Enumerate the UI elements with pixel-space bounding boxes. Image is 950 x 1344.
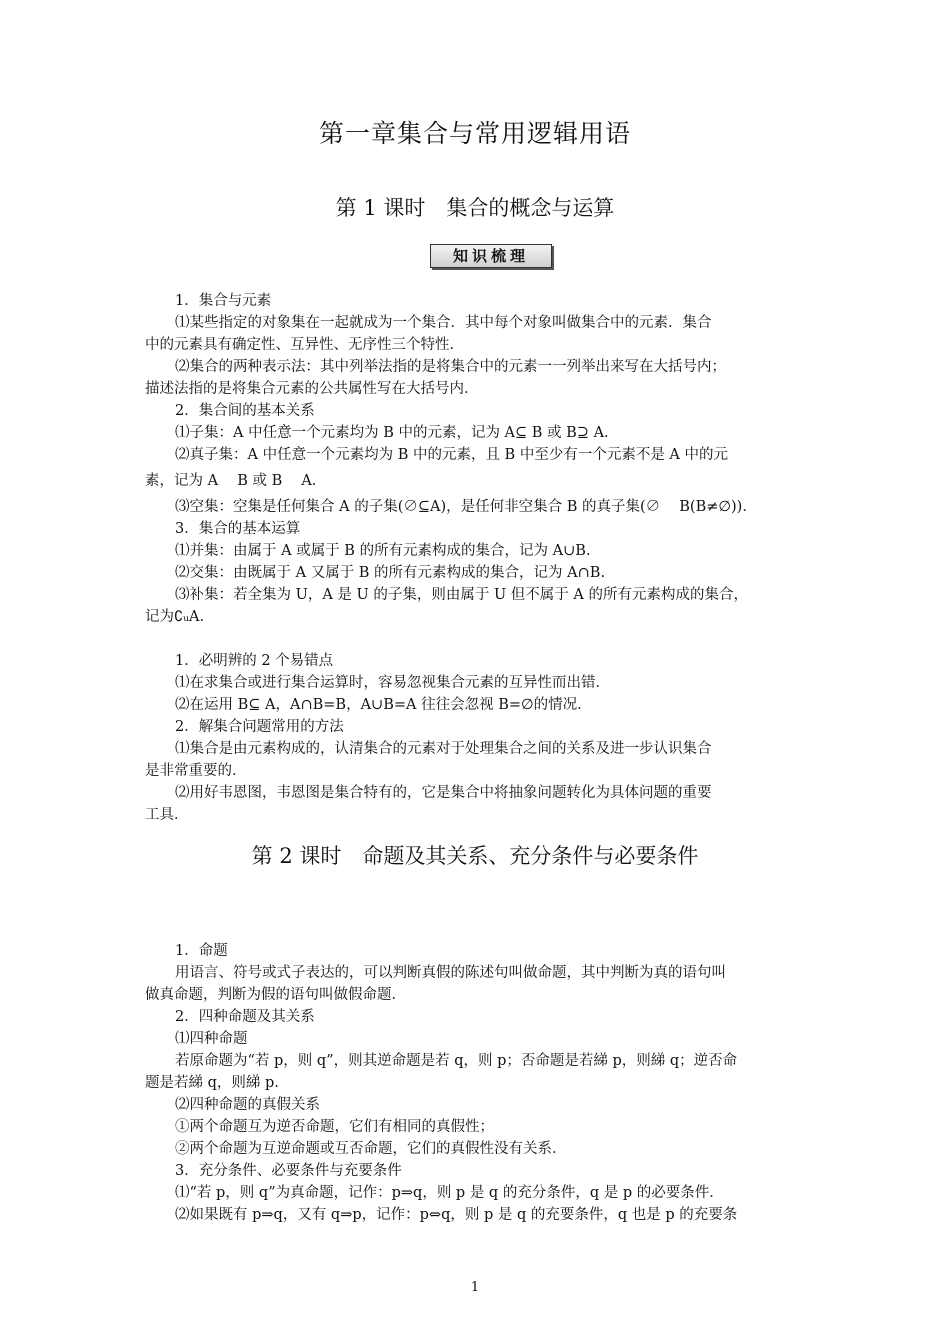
l1-line: ⑵集合的两种表示法：其中列举法指的是将集合中的元素一一列举出来写在大括号内； (175, 359, 726, 375)
l1-line: ⑴子集：A 中任意一个元素均为 B 中的元素，记为 A⊆ B 或 B⊇ A. (175, 425, 609, 441)
lesson2-title: 第 2 课时 命题及其关系、充分条件与必要条件 (251, 844, 699, 868)
l1-line: 3．集合的基本运算 (175, 521, 301, 537)
l1-line: ⑶空集：空集是任何集合 A 的子集(∅⊆A)，是任何非空集合 B 的真子集(∅ B(B≠∅))． (175, 499, 757, 515)
l1-line: ⑶补集：若全集为 U，A 是 U 的子集，则由属于 U 但不属于 A 的所有元素构成的集合， (175, 587, 748, 603)
l1-line: 中的元素具有确定性、互异性、无序性三个特性． (145, 337, 464, 353)
l1-line: 2．集合间的基本关系 (175, 403, 315, 419)
l2-line: 若原命题为“若 p，则 q”，则其逆命题是若 q，则 p；否命题是若綈 p，则綈 q；逆否命 (175, 1053, 738, 1069)
l1-line: ⑵真子集：A 中任意一个元素均为 B 中的元素，且 B 中至少有一个元素不是 A 中的元 (175, 447, 729, 463)
l2-line: 题是若綈 q，则綈 p. (145, 1075, 279, 1091)
knowledge-badge: 知识梳理 (430, 244, 552, 268)
l1-line: 描述法指的是将集合元素的公共属性写在大括号内． (145, 381, 479, 397)
chapter-title: 第一章集合与常用逻辑用语 (318, 119, 631, 148)
l2-line: ②两个命题为互逆命题或互否命题，它们的真假性没有关系． (175, 1141, 567, 1157)
l1-line: 1．集合与元素 (175, 293, 272, 309)
l2-line: ⑴四种命题 (175, 1031, 248, 1047)
l1-line: 1．必明辨的 2 个易错点 (175, 653, 334, 669)
l2-line: ⑴“若 p，则 q”为真命题，记作：p⇒q，则 p 是 q 的充分条件，q 是 p 的必要条件． (175, 1185, 724, 1201)
l1-line: ⑴某些指定的对象集在一起就成为一个集合．其中每个对象叫做集合中的元素．集合 (175, 315, 712, 331)
l2-line: ①两个命题互为逆否命题，它们有相同的真假性； (175, 1119, 494, 1135)
l1-line: ⑵在运用 B⊆ A，A∩B=B，A∪B=A 往往会忽视 B=∅的情况． (175, 697, 592, 713)
l2-line: 3．充分条件、必要条件与充要条件 (175, 1163, 402, 1179)
l1-line: ⑵交集：由既属于 A 又属于 B 的所有元素构成的集合，记为 A∩B. (175, 565, 606, 581)
lesson1-title: 第 1 课时 集合的概念与运算 (335, 196, 615, 220)
l1-line: ⑴集合是由元素构成的，认清集合的元素对于处理集合之间的关系及进一步认识集合 (175, 741, 712, 757)
l1-line: 2．解集合问题常用的方法 (175, 719, 344, 735)
l2-line: 2．四种命题及其关系 (175, 1009, 315, 1025)
l2-line: 做真命题，判断为假的语句叫做假命题． (145, 987, 406, 1003)
l2-line: 1．命题 (175, 943, 228, 959)
l1-line: 是非常重要的． (145, 763, 247, 779)
l1-line: ⑵用好韦恩图，韦恩图是集合特有的，它是集合中将抽象问题转化为具体问题的重要 (175, 785, 712, 801)
l2-line: ⑵如果既有 p⇒q，又有 q⇒p，记作：p⇔q，则 p 是 q 的充要条件，q 也是 p 的充要条 (175, 1207, 738, 1223)
l1-line: 记为∁ᵤA. (145, 609, 205, 625)
l1-line: 素，记为 A B 或 B A. (145, 473, 317, 489)
page-number: 1 (470, 1280, 480, 1295)
l1-line: ⑴在求集合或进行集合运算时，容易忽视集合元素的互异性而出错． (175, 675, 610, 691)
l2-line: 用语言、符号或式子表达的，可以判断真假的陈述句叫做命题，其中判断为真的语句叫 (175, 965, 726, 981)
l1-line: ⑴并集：由属于 A 或属于 B 的所有元素构成的集合，记为 A∪B. (175, 543, 591, 559)
l1-line: 工具． (145, 807, 189, 823)
l2-line: ⑵四种命题的真假关系 (175, 1097, 320, 1113)
